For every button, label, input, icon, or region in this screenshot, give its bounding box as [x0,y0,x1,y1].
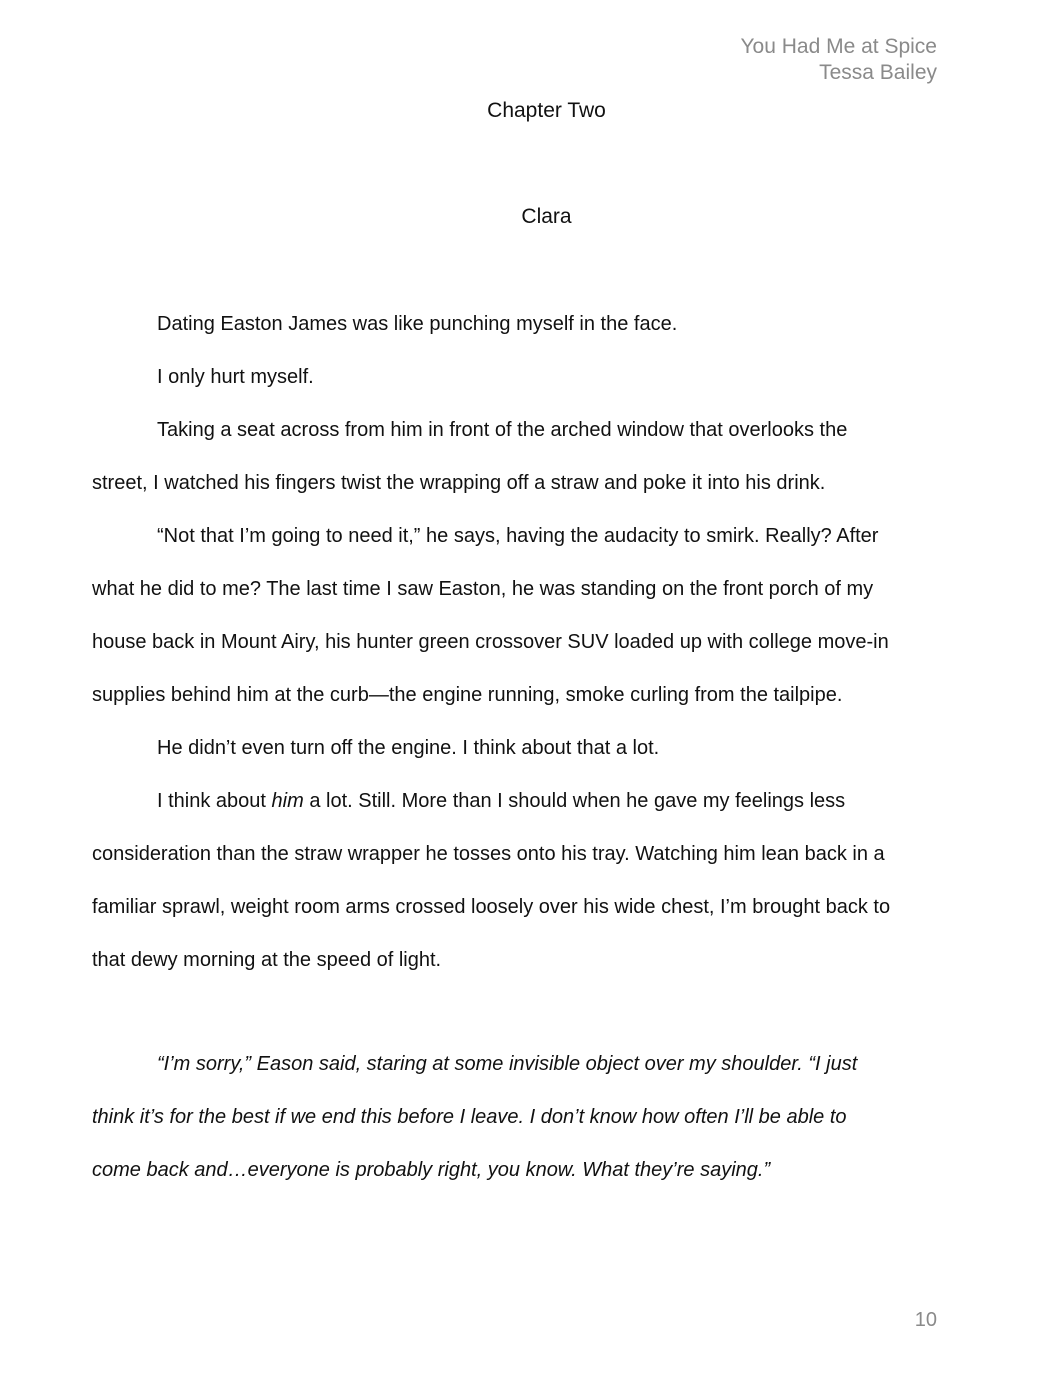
paragraph-line: He didn’t even turn off the engine. I think about that a lot. [157,737,660,759]
text-run: I think about [157,790,272,812]
paragraph-line: Dating Easton James was like punching myself in the face. [157,313,678,335]
page-number: 10 [914,1309,937,1331]
flashback-line: come back and…everyone is probably right, you know. What they’re saying.” [92,1159,771,1181]
paragraph-line: I only hurt myself. [157,366,314,388]
paragraph-line: that dewy morning at the speed of light. [92,949,442,971]
text-run: a lot. Still. More than I should when he gave my feelings less [303,790,846,812]
paragraph-line: what he did to me? The last time I saw Easton, he was standing on the front porch of my [92,578,874,600]
paragraph-line [92,775,952,828]
paragraph-line: house back in Mount Airy, his hunter green crossover SUV loaded up with college move-in [92,631,889,653]
paragraph-line: familiar sprawl, weight room arms crossed loosely over his wide chest, I’m brought back to [92,896,891,918]
chapter-title: Chapter Two [487,99,606,122]
chapter-body [92,298,952,987]
flashback-line: think it’s for the best if we end this before I leave. I don’t know how often I’ll be able to [92,1106,847,1128]
running-header [740,34,937,86]
paragraph-line: Taking a seat across from him in front of the arched window that overlooks the [157,419,848,441]
pov-heading: Clara [521,205,572,228]
flashback-section [92,1038,952,1197]
paragraph-line: supplies behind him at the curb—the engine running, smoke curling from the tailpipe. [92,684,843,706]
flashback-line: “I’m sorry,” Eason said, staring at some invisible object over my shoulder. “I just [157,1053,858,1075]
paragraph-line: consideration than the straw wrapper he tosses onto his tray. Watching him lean back in a [92,843,885,865]
paragraph-line: “Not that I’m going to need it,” he says, having the audacity to smirk. Really? After [157,525,879,547]
emphasis-text: him [271,790,304,812]
author-name: Tessa Bailey [819,61,937,84]
paragraph-line: street, I watched his fingers twist the wrapping off a straw and poke it into his drink. [92,472,826,494]
book-title: You Had Me at Spice [740,35,937,58]
